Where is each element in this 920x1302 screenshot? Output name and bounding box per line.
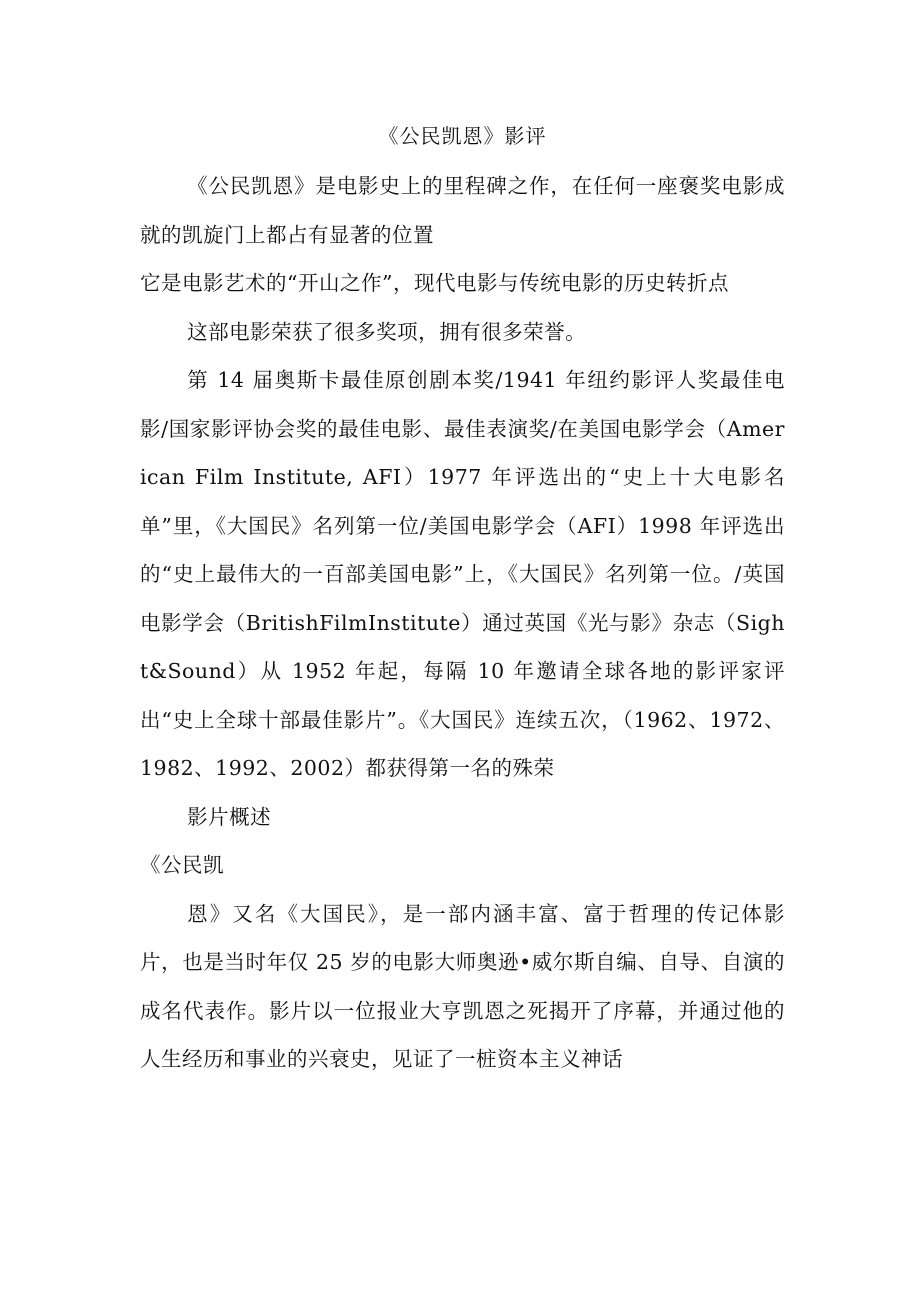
- paragraph-milestone: 它是电影艺术的“开山之作”，现代电影与传统电影的历史转折点: [140, 271, 729, 295]
- paragraph-overview-fragment: 《公民凯: [140, 853, 224, 877]
- paragraph-awards-list: 第 14 届奥斯卡最佳原创剧本奖/1941 年纽约影评人奖最佳电影/国家影评协会奖的最佳电影、最佳表演奖/在美国电影学会（American Film Institute, AFI）1977 年评选出的“史上十大电影名单”里，《大国民》名列第一位/美国电影学会（AFI）1998 年评选出的“史上最伟大的一百部美国电影”上，《大国民》名列第一位。/英国电影学会（BritishFilmInstitute）通过英国《光与影》杂志（Sight&Sound）从 1952 年起，每隔 10 年邀请全球各地的影评家评出“史上全球十部最佳影片”。《大国民》连续五次，（1962、1972、1982、1992、2002）都获得第一名的殊荣: [140, 368, 785, 780]
- paragraph-intro: 《公民凯恩》是电影史上的里程碑之作，在任何一座褒奖电影成就的凯旋门上都占有显著的位置: [140, 174, 785, 247]
- paragraph-overview: 恩》又名《大国民》，是一部内涵丰富、富于哲理的传记体影片，也是当时年仅 25 岁的电影大师奥逊•威尔斯自编、自导、自演的成名代表作。影片以一位报业大亨凯恩之死揭开了序幕，并通过他的人生经历和事业的兴衰史，见证了一桩资本主义神话: [140, 901, 785, 1071]
- paragraph-awards-intro: 这部电影荣获了很多奖项，拥有很多荣誉。: [187, 319, 587, 344]
- section-heading-overview: 影片概述: [187, 804, 272, 829]
- document-page: [140, 116, 785, 1084]
- document-title: 《公民凯恩》影评: [378, 124, 547, 148]
